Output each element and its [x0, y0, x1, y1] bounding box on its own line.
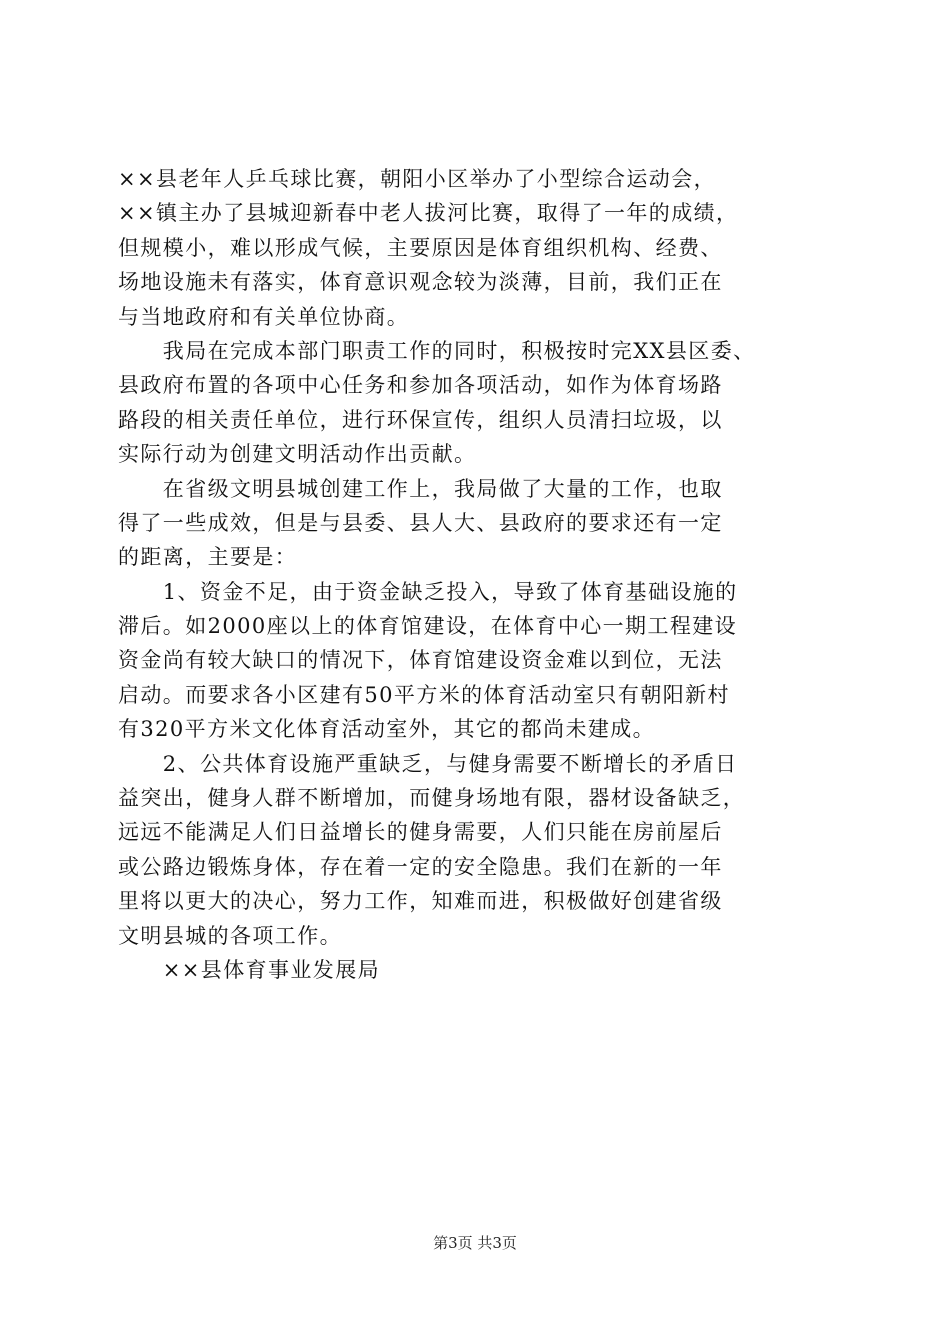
text-line: 资金尚有较大缺口的情况下，体育馆建设资金难以到位，无法: [118, 648, 723, 673]
text-line: 或公路边锻炼身体，存在着一定的安全隐患。我们在新的一年: [118, 854, 723, 879]
text-line: 滞后。如2000座以上的体育馆建设，在体育中心一期工程建设: [118, 614, 738, 639]
text-line: 在省级文明县城创建工作上，我局做了大量的工作，也取: [118, 476, 723, 501]
text-line: ××镇主办了县城迎新春中老人拔河比赛，取得了一年的成绩，: [118, 201, 739, 226]
document-body: [118, 162, 838, 987]
text-line: 1、资金不足，由于资金缺乏投入，导致了体育基础设施的: [118, 579, 738, 604]
text-line: 与当地政府和有关单位协商。: [118, 304, 410, 329]
text-line: 远远不能满足人们日益增长的健身需要，人们只能在房前屋后: [118, 820, 723, 845]
text-line: 但规模小，难以形成气候，主要原因是体育组织机构、经费、: [118, 235, 723, 260]
text-line: 得了一些成效，但是与县委、县人大、县政府的要求还有一定: [118, 510, 723, 535]
text-line: 益突出，健身人群不断增加，而健身场地有限，器材设备缺乏，: [118, 786, 746, 811]
signature-line: ××县体育事业发展局: [118, 957, 380, 982]
text-line: 县政府布置的各项中心任务和参加各项活动，如作为体育场路: [118, 373, 723, 398]
text-line: 有320平方米文化体育活动室外，其它的都尚未建成。: [118, 717, 656, 742]
page-number-footer: 第3页 共3页: [433, 1234, 517, 1252]
text-line: 我局在完成本部门职责工作的同时，积极按时完XX县区委、: [118, 338, 756, 363]
text-line: 里将以更大的决心，努力工作，知难而进，积极做好创建省级: [118, 889, 723, 914]
text-line: 场地设施未有落实，体育意识观念较为淡薄，目前，我们正在: [118, 270, 723, 295]
text-line: 的距离，主要是：: [118, 545, 298, 570]
text-line: 文明县城的各项工作。: [118, 923, 342, 948]
text-line: 实际行动为创建文明活动作出贡献。: [118, 442, 477, 467]
text-line: 2、公共体育设施严重缺乏，与健身需要不断增长的矛盾日: [118, 751, 738, 776]
text-line: 路段的相关责任单位，进行环保宣传，组织人员清扫垃圾，以: [118, 407, 723, 432]
text-line: 启动。而要求各小区建有50平方米的体育活动室只有朝阳新村: [118, 682, 730, 707]
text-line: ××县老年人乒乓球比赛，朝阳小区举办了小型综合运动会，: [118, 167, 716, 191]
